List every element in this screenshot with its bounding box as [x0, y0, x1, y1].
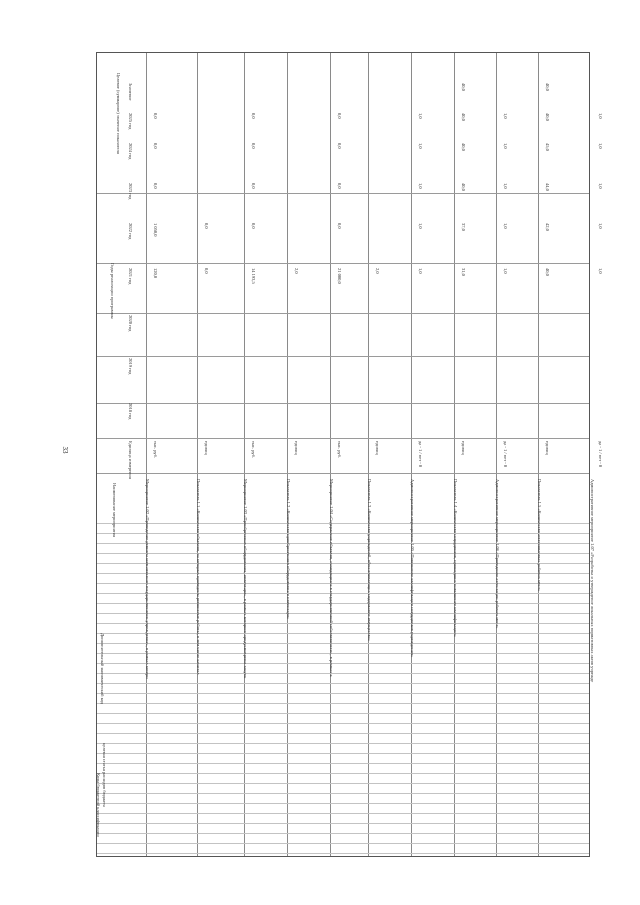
row-value: 44,0	[545, 183, 550, 191]
grid-line	[330, 53, 331, 856]
grid-line	[411, 53, 412, 856]
grid-line	[97, 553, 589, 554]
value-header: Значение	[128, 83, 133, 101]
grid-line	[97, 583, 589, 584]
row-value: 21 000,0	[337, 268, 342, 284]
row-unit: тыс. руб.	[251, 441, 256, 459]
row-value: 37,0	[461, 223, 466, 231]
row-value: 1,0	[418, 183, 423, 189]
row-unit: единиц	[204, 441, 209, 455]
row-value: 0,0	[337, 113, 342, 119]
grid-line	[97, 753, 589, 754]
grid-line	[538, 53, 539, 856]
row-value: 1,0	[503, 113, 508, 119]
row-value: 0,0	[337, 183, 342, 189]
grid-line	[97, 193, 589, 194]
grid-line	[97, 573, 589, 574]
grid-line	[244, 53, 245, 856]
grid-line	[97, 703, 589, 704]
budget-codes-header: Коды бюджетной классификации	[96, 773, 101, 837]
row-value: 0,0	[251, 223, 256, 229]
grid-line	[368, 53, 369, 856]
row-value: 45,0	[545, 143, 550, 151]
grid-line	[454, 53, 455, 856]
row-value: 1,0	[503, 268, 508, 274]
grid-line	[97, 773, 589, 774]
year-header: 2024 год	[128, 143, 133, 160]
row-value: 0,0	[337, 143, 342, 149]
row-unit: единиц	[375, 441, 380, 455]
row-value: 1,0	[598, 268, 603, 274]
row-unit: да - 1 / нет - 0	[418, 441, 423, 468]
grid-line	[97, 763, 589, 764]
grid-line	[97, 843, 589, 844]
row-value: 0,0	[153, 183, 158, 189]
grid-line	[97, 263, 589, 264]
row-value: 40,0	[545, 268, 550, 276]
row-value: 40,0	[461, 113, 466, 121]
grid-line	[97, 733, 589, 734]
row-value: 0,0	[251, 113, 256, 119]
grid-line	[97, 673, 589, 674]
grid-line	[97, 833, 589, 834]
row-value: 0,0	[337, 223, 342, 229]
row-value: 0,0	[204, 223, 209, 229]
row-value: 40,0	[461, 183, 466, 191]
row-value: 1,0	[418, 223, 423, 229]
grid-line	[287, 53, 288, 856]
grid-line	[97, 683, 589, 684]
row-value: 120,0	[153, 268, 158, 279]
grid-line	[97, 783, 589, 784]
grid-line	[97, 713, 589, 714]
row-value: 1,0	[418, 113, 423, 119]
grid-line	[97, 803, 589, 804]
grid-line	[97, 403, 589, 404]
grid-line	[97, 693, 589, 694]
row-value: 1,0	[503, 183, 508, 189]
row-name: Мероприятие 1.03 «Приобретение оборудования, инвентаря», в рамках которого предусмотрены закупк	[243, 479, 248, 679]
grid-line	[97, 653, 589, 654]
year-header: 2019 год	[128, 358, 133, 375]
grid-line	[97, 743, 589, 744]
grid-line	[97, 813, 589, 814]
row-name: Административное мероприятие 1.07 «Разработка и утверждение локальных нормативных актов учрежде	[590, 479, 595, 683]
row-value: 40,0	[461, 143, 466, 151]
grid-line	[97, 313, 589, 314]
row-name: Показатель 1.4 «Количество сотрудников, прошедших повышение квалификации»	[453, 479, 458, 638]
row-unit: тыс. руб.	[153, 441, 158, 459]
row-value: 1 050,0	[153, 223, 158, 237]
row-value: 0,0	[204, 268, 209, 274]
row-value: 40,0	[545, 83, 550, 91]
year-header: 2025 год	[128, 113, 133, 130]
row-unit: тыс. руб.	[337, 441, 342, 459]
expenditure-article-header: целевая статья расходов бюджета	[102, 743, 107, 807]
row-value: 0,0	[153, 113, 158, 119]
row-value: 1,0	[418, 268, 423, 274]
page-number: 33	[61, 446, 69, 454]
year-header: 2023 год	[128, 183, 133, 200]
grid-line	[97, 473, 589, 474]
grid-line	[97, 356, 589, 357]
grid-line	[97, 853, 589, 854]
row-value: 42,0	[545, 223, 550, 231]
row-value: 1,0	[418, 143, 423, 149]
row-unit: единиц	[545, 441, 550, 455]
grid-line	[146, 53, 147, 856]
row-name: Показатель 1.2 «Количество приобретенного оборудования и инвентаря»	[286, 479, 291, 620]
row-name: Мероприятие 1.02 «Проведение ремонта комплексного государственного учреждения», в рамках которо	[145, 479, 150, 679]
row-value: 14 193,5	[251, 268, 256, 284]
grid-line	[97, 643, 589, 644]
grid-line	[97, 623, 589, 624]
row-value: 31,0	[461, 268, 466, 276]
row-value: 40,0	[461, 83, 466, 91]
program-completion-header: Целевое (суммарное) значение показателя	[116, 73, 121, 154]
additional-classification-header: Дополнительный экономический код	[100, 633, 105, 705]
base-year-header: 2018 год	[128, 403, 133, 420]
grid-line	[97, 613, 589, 614]
row-name: Административное мероприятие 1.05 «Повышение квалификации сотрудников учреждения»	[410, 479, 415, 658]
program-table	[96, 52, 603, 857]
row-name: Мероприятие 1.04 «Содержание объектов, находящихся в государственной собственности», в рамках к	[329, 479, 334, 677]
grid-line	[97, 603, 589, 604]
row-value: 1,0	[598, 143, 603, 149]
row-name: Показатель 1.3 «Количество учреждений, обеспечивающих содержание имущества»	[367, 479, 372, 641]
row-unit: единиц	[294, 441, 299, 455]
grid-line	[496, 53, 497, 856]
row-value: 0,0	[251, 143, 256, 149]
year-header: 2020 год	[128, 315, 133, 332]
row-value: 0,0	[251, 183, 256, 189]
year-header: 2021 год	[128, 268, 133, 285]
row-value: 1,0	[598, 223, 603, 229]
unit-header: Единица измерения	[128, 441, 133, 479]
grid-line	[97, 723, 589, 724]
row-name: Показатель 1.1 «Количество объектов, на которых проведены ремонтные работы, в том числе капитал	[196, 479, 201, 675]
grid-line	[97, 533, 589, 534]
row-value: 1,0	[503, 143, 508, 149]
row-value: 2,0	[375, 268, 380, 274]
grid-line	[97, 663, 589, 664]
row-name: Административное мероприятие 1.06 «Проведение аттестации рабочих мест»	[495, 479, 500, 629]
row-value: 40,0	[545, 113, 550, 121]
row-value: 2,0	[294, 268, 299, 274]
row-name: Показатель 1.5 «Количество аттестованных рабочих мест»	[537, 479, 542, 592]
row-value: 1,0	[503, 223, 508, 229]
grid-line	[97, 438, 589, 439]
row-value: 0,0	[153, 143, 158, 149]
row-value: 1,0	[598, 183, 603, 189]
grid-line	[97, 593, 589, 594]
year-header: 2022 год	[128, 223, 133, 240]
grid-line	[97, 563, 589, 564]
row-unit: да - 1 / нет - 0	[598, 441, 603, 468]
row-value: 1,0	[598, 113, 603, 119]
row-unit: да - 1 / нет - 0	[503, 441, 508, 468]
grid-line	[97, 523, 589, 524]
grid-line	[97, 543, 589, 544]
grid-line	[97, 793, 589, 794]
grid-line	[97, 823, 589, 824]
grid-line	[197, 53, 198, 856]
grid-line	[97, 633, 589, 634]
name-header: Наименование мероприятия	[112, 483, 117, 538]
program-implementation-header: Годы реализации программы	[110, 263, 115, 319]
row-unit: единиц	[461, 441, 466, 455]
